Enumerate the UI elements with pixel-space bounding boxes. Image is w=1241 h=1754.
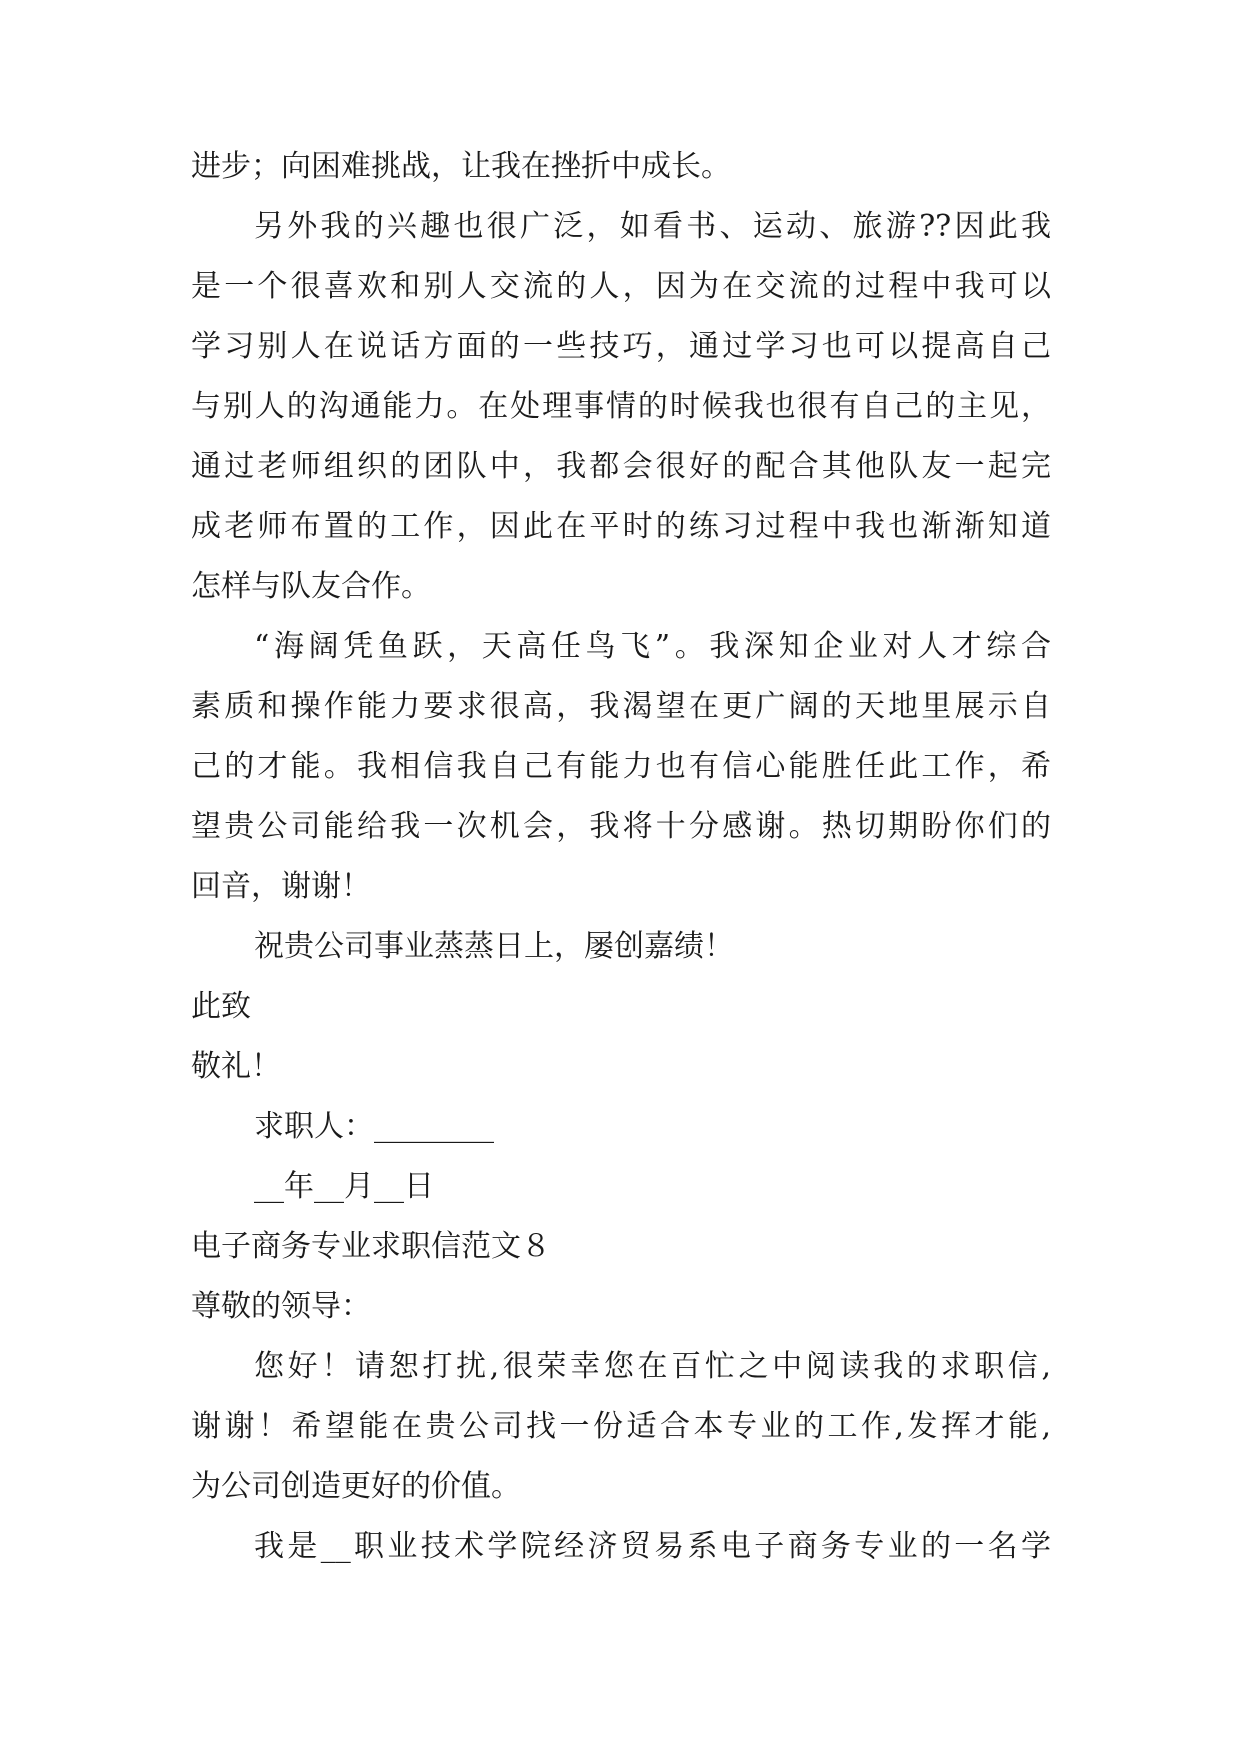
section-title: 电子商务专业求职信范文８ (191, 1229, 551, 1264)
greeting-line: 尊敬的领导： (191, 1289, 371, 1324)
salutation-jingli: 敬礼！ (191, 1049, 281, 1084)
paragraph-line: 是一个很喜欢和别人交流的人，因为在交流的过程中我可以 (191, 269, 1051, 304)
paragraph-line: 学习别人在说话方面的一些技巧，通过学习也可以提高自己 (191, 329, 1051, 364)
paragraph-line: 成老师布置的工作，因此在平时的练习过程中我也渐渐知道 (191, 509, 1051, 544)
paragraph-line: 素质和操作能力要求很高，我渴望在更广阔的天地里展示自 (191, 689, 1051, 724)
paragraph-line: 己的才能。我相信我自己有能力也有信心能胜任此工作，希 (191, 749, 1051, 784)
paragraph-line: 望贵公司能给我一次机会，我将十分感谢。热切期盼你们的 (191, 809, 1051, 844)
date-line: __年__月__日 (254, 1169, 434, 1204)
paragraph-line: 进步；向困难挑战，让我在挫折中成长。 (191, 149, 731, 184)
paragraph-line: 另外我的兴趣也很广泛，如看书、运动、旅游??因此我 (254, 209, 1051, 244)
paragraph-line: 我是__职业技术学院经济贸易系电子商务专业的一名学 (254, 1529, 1051, 1564)
paragraph-line: 通过老师组织的团队中，我都会很好的配合其他队友一起完 (191, 449, 1051, 484)
paragraph-line: 您好！请恕打扰,很荣幸您在百忙之中阅读我的求职信, (254, 1349, 1051, 1384)
closing-wish: 祝贵公司事业蒸蒸日上，屡创嘉绩！ (254, 929, 734, 964)
paragraph-line: 与别人的沟通能力。在处理事情的时候我也很有自己的主见， (191, 389, 1051, 424)
paragraph-line: 怎样与队友合作。 (191, 569, 431, 604)
salutation-cizhi: 此致 (191, 989, 251, 1024)
paragraph-line: 回音，谢谢！ (191, 869, 371, 904)
paragraph-line: 为公司创造更好的价值。 (191, 1469, 521, 1504)
paragraph-line: “海阔凭鱼跃，天高任鸟飞”。我深知企业对人才综合 (254, 629, 1051, 664)
applicant-signature: 求职人：________ (254, 1109, 494, 1144)
paragraph-line: 谢谢！希望能在贵公司找一份适合本专业的工作,发挥才能, (191, 1409, 1051, 1444)
